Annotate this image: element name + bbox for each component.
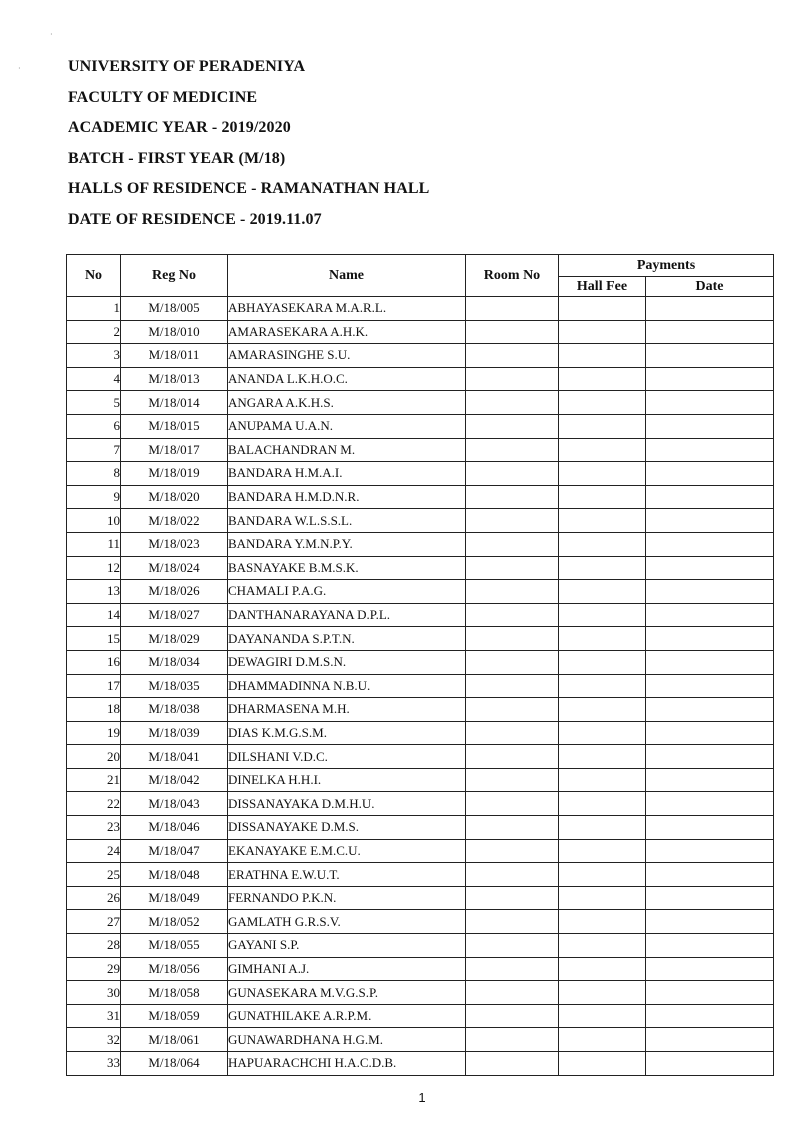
row-number: 22	[67, 792, 121, 816]
hall-fee-cell	[559, 957, 646, 981]
room-no-cell	[466, 580, 559, 604]
payment-date-cell	[646, 462, 774, 486]
row-number: 7	[67, 438, 121, 462]
room-no-cell	[466, 745, 559, 769]
row-number: 24	[67, 839, 121, 863]
row-number: 27	[67, 910, 121, 934]
row-number: 13	[67, 580, 121, 604]
row-number: 28	[67, 934, 121, 958]
row-number: 3	[67, 344, 121, 368]
table-row	[67, 438, 774, 462]
table-row	[67, 580, 774, 604]
col-header-no: No	[67, 255, 121, 297]
name-cell: BANDARA W.L.S.S.L.	[228, 509, 466, 533]
reg-no-cell: M/18/026	[121, 580, 228, 604]
table-row	[67, 674, 774, 698]
room-no-cell	[466, 674, 559, 698]
row-number: 29	[67, 957, 121, 981]
name-cell: DILSHANI V.D.C.	[228, 745, 466, 769]
name-cell: ANGARA A.K.H.S.	[228, 391, 466, 415]
reg-no-cell: M/18/014	[121, 391, 228, 415]
reg-no-cell: M/18/011	[121, 344, 228, 368]
reg-no-cell: M/18/005	[121, 297, 228, 321]
hall-fee-cell	[559, 886, 646, 910]
reg-no-cell: M/18/059	[121, 1004, 228, 1028]
reg-no-cell: M/18/029	[121, 627, 228, 651]
hall-fee-cell	[559, 603, 646, 627]
table-row	[67, 957, 774, 981]
payment-date-cell	[646, 745, 774, 769]
row-number: 9	[67, 485, 121, 509]
hall-fee-cell	[559, 532, 646, 556]
hall-fee-cell	[559, 485, 646, 509]
room-no-cell	[466, 839, 559, 863]
payment-date-cell	[646, 698, 774, 722]
payment-date-cell	[646, 1052, 774, 1076]
room-no-cell	[466, 391, 559, 415]
row-number: 21	[67, 768, 121, 792]
name-cell: DIAS K.M.G.S.M.	[228, 721, 466, 745]
reg-no-cell: M/18/061	[121, 1028, 228, 1052]
table-row	[67, 1052, 774, 1076]
col-header-payments: Payments	[559, 255, 774, 277]
hall-fee-cell	[559, 1004, 646, 1028]
reg-no-cell: M/18/058	[121, 981, 228, 1005]
row-number: 15	[67, 627, 121, 651]
scan-speck: ·	[18, 64, 21, 73]
reg-no-cell: M/18/042	[121, 768, 228, 792]
name-cell: HAPUARACHCHI H.A.C.D.B.	[228, 1052, 466, 1076]
name-cell: ERATHNA E.W.U.T.	[228, 863, 466, 887]
date-of-residence: DATE OF RESIDENCE - 2019.11.07	[68, 210, 322, 228]
hall-fee-cell	[559, 674, 646, 698]
row-number: 8	[67, 462, 121, 486]
hall-fee-cell	[559, 344, 646, 368]
row-number: 18	[67, 698, 121, 722]
table-row	[67, 768, 774, 792]
room-no-cell	[466, 886, 559, 910]
name-cell: BANDARA H.M.A.I.	[228, 462, 466, 486]
hall-fee-cell	[559, 462, 646, 486]
row-number: 10	[67, 509, 121, 533]
table-row	[67, 698, 774, 722]
row-number: 6	[67, 414, 121, 438]
table-row	[67, 391, 774, 415]
name-cell: DAYANANDA S.P.T.N.	[228, 627, 466, 651]
reg-no-cell: M/18/048	[121, 863, 228, 887]
room-no-cell	[466, 344, 559, 368]
table-row	[67, 1004, 774, 1028]
hall-fee-cell	[559, 768, 646, 792]
batch-label: BATCH - FIRST YEAR (M/18)	[68, 149, 286, 167]
name-cell: DEWAGIRI D.M.S.N.	[228, 650, 466, 674]
table-row	[67, 650, 774, 674]
table-row	[67, 839, 774, 863]
table-row	[67, 556, 774, 580]
table-row	[67, 320, 774, 344]
reg-no-cell: M/18/019	[121, 462, 228, 486]
hall-fee-cell	[559, 650, 646, 674]
hall-fee-cell	[559, 1028, 646, 1052]
hall-fee-cell	[559, 509, 646, 533]
col-header-name: Name	[228, 255, 466, 297]
payment-date-cell	[646, 792, 774, 816]
room-no-cell	[466, 863, 559, 887]
payment-date-cell	[646, 934, 774, 958]
name-cell: GAMLATH G.R.S.V.	[228, 910, 466, 934]
table-row	[67, 414, 774, 438]
reg-no-cell: M/18/020	[121, 485, 228, 509]
room-no-cell	[466, 816, 559, 840]
table-row	[67, 816, 774, 840]
reg-no-cell: M/18/017	[121, 438, 228, 462]
name-cell: DINELKA H.H.I.	[228, 768, 466, 792]
reg-no-cell: M/18/027	[121, 603, 228, 627]
payment-date-cell	[646, 816, 774, 840]
table-row	[67, 745, 774, 769]
name-cell: GIMHANI A.J.	[228, 957, 466, 981]
payment-date-cell	[646, 414, 774, 438]
reg-no-cell: M/18/023	[121, 532, 228, 556]
payment-date-cell	[646, 768, 774, 792]
room-no-cell	[466, 1004, 559, 1028]
room-no-cell	[466, 698, 559, 722]
reg-no-cell: M/18/022	[121, 509, 228, 533]
hall-fee-cell	[559, 981, 646, 1005]
row-number: 12	[67, 556, 121, 580]
row-number: 5	[67, 391, 121, 415]
hall-fee-cell	[559, 367, 646, 391]
payment-date-cell	[646, 509, 774, 533]
document-header	[68, 56, 429, 239]
reg-no-cell: M/18/049	[121, 886, 228, 910]
hall-fee-cell	[559, 863, 646, 887]
payment-date-cell	[646, 839, 774, 863]
hall-fee-cell	[559, 438, 646, 462]
room-no-cell	[466, 768, 559, 792]
payment-date-cell	[646, 1028, 774, 1052]
name-cell: DHAMMADINNA N.B.U.	[228, 674, 466, 698]
table-row	[67, 297, 774, 321]
payment-date-cell	[646, 886, 774, 910]
hall-fee-cell	[559, 792, 646, 816]
name-cell: DISSANAYAKE D.M.S.	[228, 816, 466, 840]
scan-speck: ·	[50, 30, 53, 39]
room-no-cell	[466, 462, 559, 486]
row-number: 23	[67, 816, 121, 840]
room-no-cell	[466, 650, 559, 674]
hall-fee-cell	[559, 297, 646, 321]
table-row	[67, 934, 774, 958]
row-number: 1	[67, 297, 121, 321]
academic-year: ACADEMIC YEAR - 2019/2020	[68, 119, 291, 136]
room-no-cell	[466, 485, 559, 509]
name-cell: GUNASEKARA M.V.G.S.P.	[228, 981, 466, 1005]
payment-date-cell	[646, 580, 774, 604]
hall-fee-cell	[559, 934, 646, 958]
reg-no-cell: M/18/041	[121, 745, 228, 769]
room-no-cell	[466, 320, 559, 344]
hall-fee-cell	[559, 910, 646, 934]
table-row	[67, 721, 774, 745]
col-header-room-no: Room No	[466, 255, 559, 297]
payment-date-cell	[646, 297, 774, 321]
row-number: 20	[67, 745, 121, 769]
payment-date-cell	[646, 910, 774, 934]
name-cell: AMARASEKARA A.H.K.	[228, 320, 466, 344]
reg-no-cell: M/18/064	[121, 1052, 228, 1076]
room-no-cell	[466, 627, 559, 651]
row-number: 4	[67, 367, 121, 391]
name-cell: GUNAWARDHANA H.G.M.	[228, 1028, 466, 1052]
name-cell: GUNATHILAKE A.R.P.M.	[228, 1004, 466, 1028]
payment-date-cell	[646, 674, 774, 698]
payment-date-cell	[646, 532, 774, 556]
hall-fee-cell	[559, 698, 646, 722]
row-number: 2	[67, 320, 121, 344]
reg-no-cell: M/18/047	[121, 839, 228, 863]
name-cell: DHARMASENA M.H.	[228, 698, 466, 722]
hall-fee-cell	[559, 627, 646, 651]
row-number: 11	[67, 532, 121, 556]
table-row	[67, 603, 774, 627]
reg-no-cell: M/18/034	[121, 650, 228, 674]
room-no-cell	[466, 532, 559, 556]
name-cell: GAYANI S.P.	[228, 934, 466, 958]
row-number: 19	[67, 721, 121, 745]
table-row	[67, 532, 774, 556]
hall-fee-cell	[559, 839, 646, 863]
name-cell: BANDARA H.M.D.N.R.	[228, 485, 466, 509]
hall-label: HALLS OF RESIDENCE - RAMANATHAN HALL	[68, 180, 430, 197]
hall-fee-cell	[559, 391, 646, 415]
reg-no-cell: M/18/015	[121, 414, 228, 438]
hall-fee-cell	[559, 721, 646, 745]
room-no-cell	[466, 957, 559, 981]
table-row	[67, 509, 774, 533]
name-cell: FERNANDO P.K.N.	[228, 886, 466, 910]
reg-no-cell: M/18/056	[121, 957, 228, 981]
row-number: 17	[67, 674, 121, 698]
hall-fee-cell	[559, 414, 646, 438]
table-row	[67, 792, 774, 816]
payment-date-cell	[646, 603, 774, 627]
room-no-cell	[466, 910, 559, 934]
row-number: 30	[67, 981, 121, 1005]
table-body	[67, 297, 774, 1076]
row-number: 25	[67, 863, 121, 887]
reg-no-cell: M/18/043	[121, 792, 228, 816]
room-no-cell	[466, 509, 559, 533]
reg-no-cell: M/18/013	[121, 367, 228, 391]
university-title: UNIVERSITY OF PERADENIYA	[68, 58, 306, 75]
name-cell: ABHAYASEKARA M.A.R.L.	[228, 297, 466, 321]
payment-date-cell	[646, 367, 774, 391]
room-no-cell	[466, 297, 559, 321]
payment-date-cell	[646, 556, 774, 580]
name-cell: CHAMALI P.A.G.	[228, 580, 466, 604]
hall-fee-cell	[559, 745, 646, 769]
name-cell: EKANAYAKE E.M.C.U.	[228, 839, 466, 863]
room-no-cell	[466, 367, 559, 391]
table-row	[67, 462, 774, 486]
name-cell: DANTHANARAYANA D.P.L.	[228, 603, 466, 627]
payment-date-cell	[646, 438, 774, 462]
payment-date-cell	[646, 1004, 774, 1028]
row-number: 16	[67, 650, 121, 674]
name-cell: ANANDA L.K.H.O.C.	[228, 367, 466, 391]
row-number: 14	[67, 603, 121, 627]
row-number: 26	[67, 886, 121, 910]
name-cell: BANDARA Y.M.N.P.Y.	[228, 532, 466, 556]
page-number: 1	[418, 1090, 426, 1105]
faculty-title: FACULTY OF MEDICINE	[68, 88, 258, 106]
hall-fee-cell	[559, 580, 646, 604]
table-row	[67, 344, 774, 368]
name-cell: BALACHANDRAN M.	[228, 438, 466, 462]
hall-fee-cell	[559, 1052, 646, 1076]
table-row	[67, 1028, 774, 1052]
name-cell: AMARASINGHE S.U.	[228, 344, 466, 368]
hall-fee-cell	[559, 320, 646, 344]
hall-fee-cell	[559, 816, 646, 840]
room-no-cell	[466, 603, 559, 627]
table-row	[67, 981, 774, 1005]
reg-no-cell: M/18/010	[121, 320, 228, 344]
reg-no-cell: M/18/035	[121, 674, 228, 698]
room-no-cell	[466, 1052, 559, 1076]
room-no-cell	[466, 981, 559, 1005]
name-cell: ANUPAMA U.A.N.	[228, 414, 466, 438]
residence-table	[66, 254, 774, 1076]
row-number: 31	[67, 1004, 121, 1028]
reg-no-cell: M/18/038	[121, 698, 228, 722]
room-no-cell	[466, 1028, 559, 1052]
reg-no-cell: M/18/055	[121, 934, 228, 958]
row-number: 32	[67, 1028, 121, 1052]
name-cell: DISSANAYAKA D.M.H.U.	[228, 792, 466, 816]
reg-no-cell: M/18/052	[121, 910, 228, 934]
reg-no-cell: M/18/039	[121, 721, 228, 745]
table-row	[67, 627, 774, 651]
room-no-cell	[466, 721, 559, 745]
payment-date-cell	[646, 320, 774, 344]
payment-date-cell	[646, 391, 774, 415]
room-no-cell	[466, 934, 559, 958]
table-row	[67, 367, 774, 391]
room-no-cell	[466, 438, 559, 462]
table-row	[67, 910, 774, 934]
payment-date-cell	[646, 721, 774, 745]
room-no-cell	[466, 556, 559, 580]
payment-date-cell	[646, 650, 774, 674]
reg-no-cell: M/18/024	[121, 556, 228, 580]
room-no-cell	[466, 792, 559, 816]
payment-date-cell	[646, 981, 774, 1005]
reg-no-cell: M/18/046	[121, 816, 228, 840]
table-row	[67, 485, 774, 509]
payment-date-cell	[646, 957, 774, 981]
row-number: 33	[67, 1052, 121, 1076]
col-header-reg-no: Reg No	[121, 255, 228, 297]
hall-fee-cell	[559, 556, 646, 580]
room-no-cell	[466, 414, 559, 438]
col-header-hall-fee: Hall Fee	[559, 277, 646, 297]
payment-date-cell	[646, 627, 774, 651]
payment-date-cell	[646, 485, 774, 509]
col-header-date: Date	[646, 277, 774, 297]
payment-date-cell	[646, 344, 774, 368]
payment-date-cell	[646, 863, 774, 887]
table-header-row	[67, 255, 774, 277]
table-row	[67, 863, 774, 887]
table-row	[67, 886, 774, 910]
name-cell: BASNAYAKE B.M.S.K.	[228, 556, 466, 580]
